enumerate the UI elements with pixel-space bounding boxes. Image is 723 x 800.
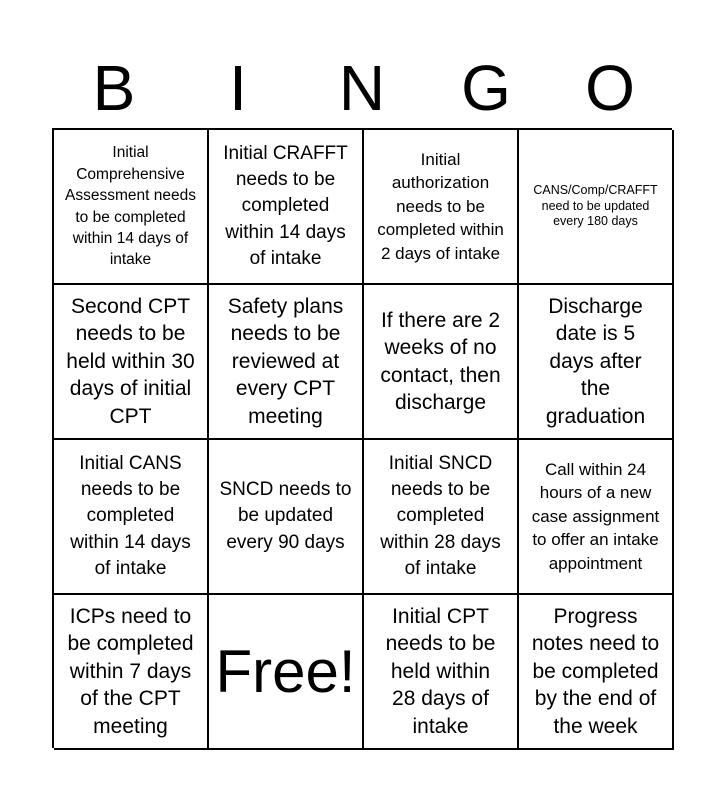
bingo-cell-r4c3[interactable] — [364, 595, 519, 750]
cell-text: Initial authorization needs to be completed within 2 days of intake — [377, 149, 504, 263]
header-letter-i: I — [229, 52, 247, 124]
bingo-cell-r2c1[interactable] — [54, 285, 209, 440]
header-letter-o: O — [585, 52, 635, 124]
bingo-cell-r2c4[interactable] — [519, 285, 674, 440]
cell-text: ICPs need to be completed within 7 days of the CPT meeting — [67, 604, 194, 738]
cell-text: SNCD needs to be updated every 90 days — [219, 479, 352, 553]
free-space-text: Free! — [215, 637, 356, 705]
bingo-cell-r1c2[interactable] — [209, 130, 364, 285]
header-letter-b: B — [92, 52, 136, 124]
cell-text: CANS/Comp/CRAFFT need to be updated every 180 days — [533, 183, 658, 229]
cell-text: Safety plans needs to be reviewed at every CPT meeting — [227, 294, 344, 428]
cell-text: Initial Comprehensive Assessment needs to be completed within 14 days of intake — [65, 144, 196, 269]
cell-text: Initial CPT needs to be held within 28 days of intake — [385, 604, 496, 738]
bingo-cell-r3c1[interactable] — [54, 440, 209, 595]
bingo-cell-r3c4[interactable] — [519, 440, 674, 595]
bingo-cell-free[interactable] — [209, 595, 364, 750]
cell-text: Initial CRAFFT needs to be completed within 14 days of intake — [223, 143, 348, 269]
bingo-cell-r1c4[interactable] — [519, 130, 674, 285]
cell-text: Initial SNCD needs to be completed within 28 days of intake — [380, 453, 501, 579]
cell-text: Second CPT needs to be held within 30 days of initial CPT — [66, 294, 195, 428]
bingo-board — [52, 128, 672, 748]
bingo-cell-r1c3[interactable] — [364, 130, 519, 285]
bingo-cell-r4c1[interactable] — [54, 595, 209, 750]
header-letter-n: N — [338, 52, 386, 124]
bingo-cell-r3c2[interactable] — [209, 440, 364, 595]
cell-text: If there are 2 weeks of no contact, then discharge — [380, 308, 501, 414]
bingo-cell-r4c4[interactable] — [519, 595, 674, 750]
bingo-cell-r1c1[interactable] — [54, 130, 209, 285]
cell-text: Initial CANS needs to be completed within 14 days of intake — [70, 453, 191, 579]
cell-text: Discharge date is 5 days after the graduation — [545, 294, 646, 428]
bingo-header — [52, 48, 672, 128]
cell-text: Progress notes need to be completed by the end of the week — [531, 604, 660, 738]
header-letter-g: G — [461, 52, 511, 124]
bingo-cell-r2c2[interactable] — [209, 285, 364, 440]
bingo-cell-r3c3[interactable] — [364, 440, 519, 595]
bingo-cell-r2c3[interactable] — [364, 285, 519, 440]
cell-text: Call within 24 hours of a new case assignment to offer an intake appointment — [531, 459, 660, 573]
